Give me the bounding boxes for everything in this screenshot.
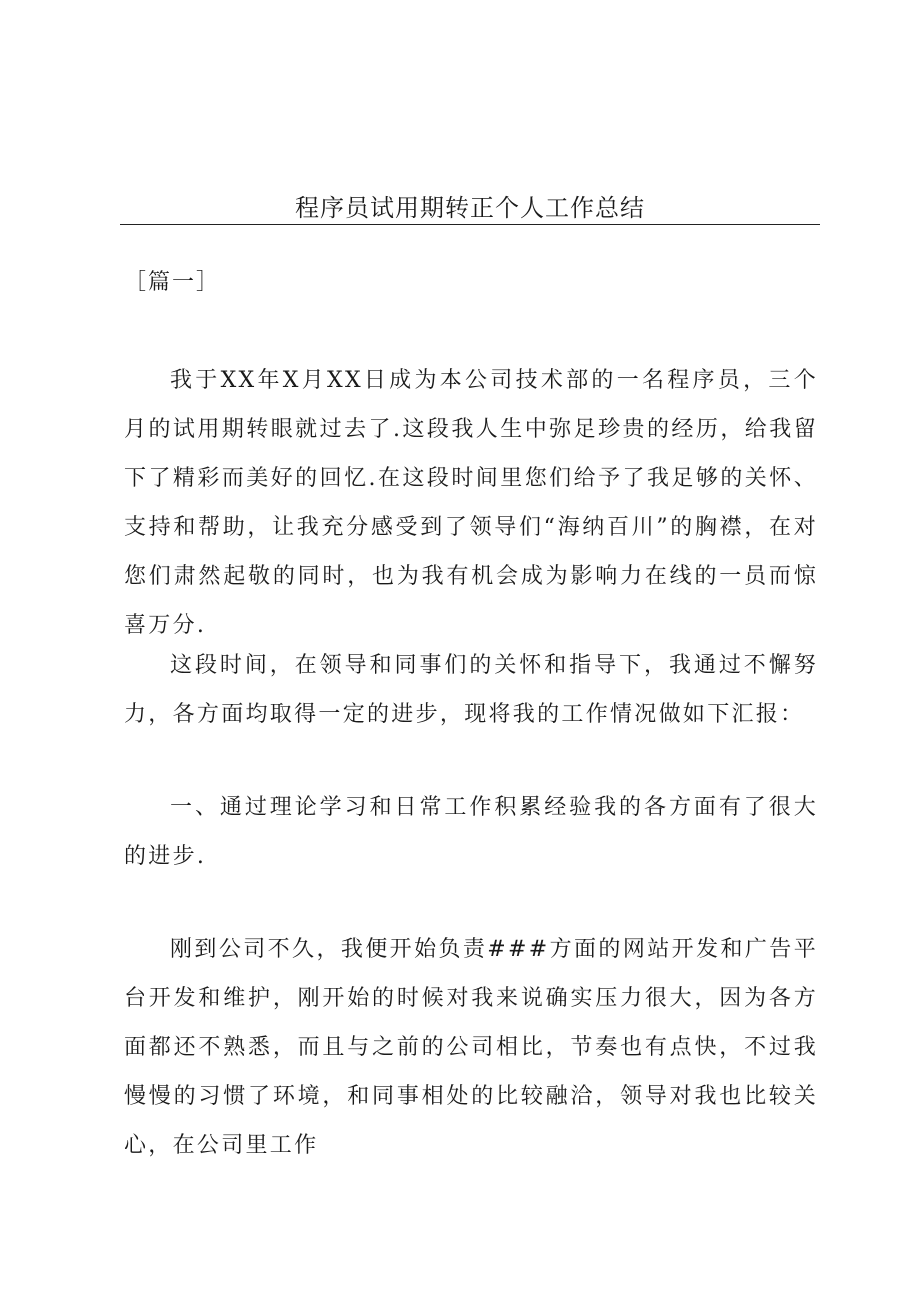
section-label: ［篇一］ [124, 270, 221, 295]
paragraph-work-details: 刚到公司不久，我便开始负责###方面的网站开发和广告平台开发和维护，刚开始的时候对我来说确实压力很大，因为各方面都还不熟悉，而且与之前的公司相比，节奏也有点快，不过我慢慢的习惯了环境，和同事相处的比较融洽，领导对我也比较关心，在公司里工作 [124, 937, 818, 1158]
document-title: 程序员试用期转正个人工作总结 [295, 194, 645, 222]
paragraph-summary: 这段时间，在领导和同事们的关怀和指导下，我通过不懈努力，各方面均取得一定的进步，现将我的工作情况做如下汇报： [124, 653, 818, 727]
paragraph-heading-one: 一、通过理论学习和日常工作积累经验我的各方面有了很大的进步. [124, 795, 818, 869]
paragraph-intro: 我于XX年X月XX日成为本公司技术部的一名程序员，三个月的试用期转眼就过去了.这段我人生中弥足珍贵的经历，给我留下了精彩而美好的回忆.在这段时间里您们给予了我足够的关怀、支持和帮助，让我充分感受到了领导们“海纳百川”的胸襟，在对您们肃然起敬的同时，也为我有机会成为影响力在线的一员而惊喜万分. [124, 368, 818, 638]
title-underline [120, 224, 820, 225]
